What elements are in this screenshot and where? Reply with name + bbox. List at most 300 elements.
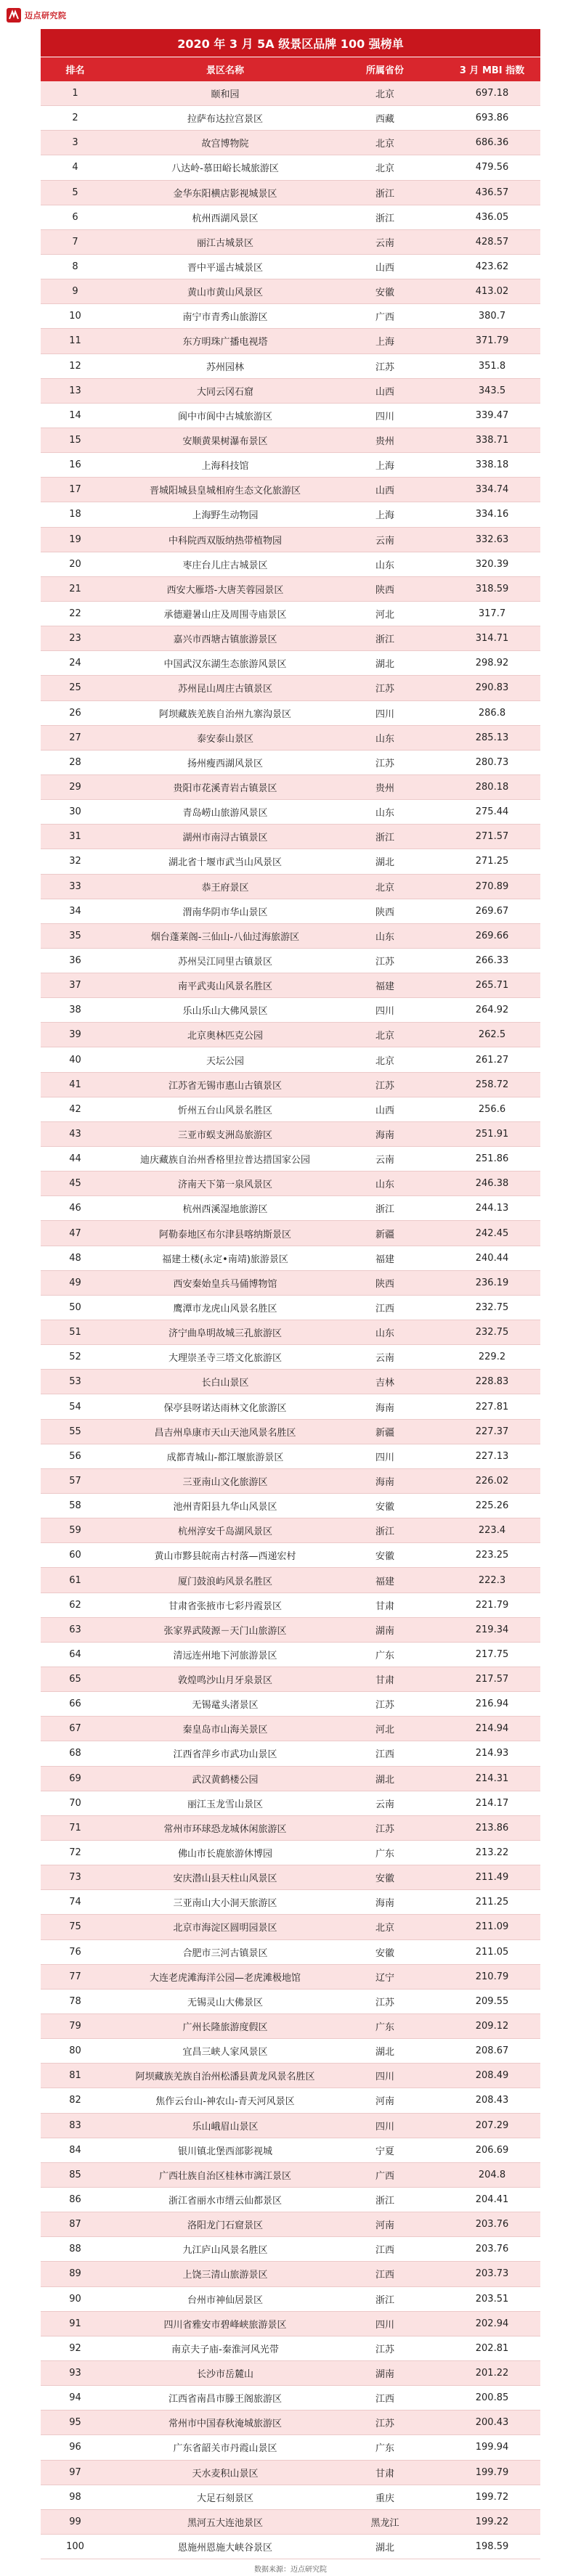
- cell-rank: 21: [69, 583, 81, 594]
- cell-mbi: 258.72: [475, 1079, 509, 1090]
- cell-province: 江苏: [375, 1700, 394, 1712]
- cell-name: 忻州五台山风景名胜区: [177, 1105, 272, 1116]
- cell-mbi: 262.5: [478, 1029, 506, 1041]
- cell-rank: 90: [69, 2293, 81, 2305]
- cell-mbi: 199.72: [475, 2491, 509, 2503]
- cell-rank: 99: [69, 2516, 81, 2527]
- cell-mbi: 211.25: [475, 1897, 509, 1908]
- cell-name: 阿坝藏族羌族自治州九寨沟景区: [158, 708, 291, 720]
- cell-mbi: 265.71: [475, 980, 509, 991]
- logo-icon: [6, 7, 22, 23]
- cell-province: 海南: [375, 1476, 394, 1488]
- cell-province: 江苏: [375, 2344, 394, 2355]
- table-row: [41, 478, 540, 502]
- cell-name: 金华东阳横店影视城景区: [173, 188, 277, 200]
- table-row: [41, 1172, 540, 1196]
- cell-rank: 93: [69, 2368, 81, 2379]
- cell-rank: 2: [72, 113, 78, 124]
- cell-name: 上饶三清山旅游景区: [182, 2270, 268, 2281]
- cell-name: 黄山市黄山风景区: [187, 287, 263, 299]
- cell-province: 北京: [375, 163, 394, 175]
- cell-mbi: 223.4: [478, 1525, 506, 1537]
- cell-name: 上海科技馆: [201, 461, 249, 473]
- cell-mbi: 217.75: [475, 1648, 509, 1660]
- cell-name: 黄山市黟县皖南古村落—西递宏村: [154, 1551, 296, 1563]
- cell-rank: 23: [69, 633, 81, 645]
- table-row: [41, 502, 540, 527]
- cell-rank: 87: [69, 2219, 81, 2231]
- table-row: [41, 1196, 540, 1221]
- table-row: [41, 973, 540, 998]
- table-row: [41, 676, 540, 700]
- table-row: [41, 81, 540, 106]
- cell-mbi: 214.94: [475, 1723, 509, 1735]
- cell-name: 江苏省无锡市惠山古镇景区: [168, 1080, 282, 1092]
- cell-province: 江西: [375, 1303, 394, 1314]
- cell-rank: 52: [69, 1352, 81, 1363]
- cell-mbi: 225.26: [475, 1500, 509, 1512]
- page-title: 2020 年 3 月 5A 级景区品牌 100 强榜单: [41, 29, 540, 57]
- table-row: [41, 2163, 540, 2188]
- table-row: [41, 726, 540, 751]
- cell-mbi: 203.76: [475, 2219, 509, 2231]
- cell-rank: 61: [69, 1574, 81, 1586]
- cell-province: 广东: [375, 1849, 394, 1860]
- table-row: [41, 2361, 540, 2386]
- cell-mbi: 269.66: [475, 930, 509, 941]
- cell-mbi: 256.6: [478, 1103, 506, 1115]
- cell-name: 常州市中国春秋淹城旅游区: [168, 2418, 282, 2430]
- cell-mbi: 219.34: [475, 1624, 509, 1635]
- cell-province: 湖南: [375, 1625, 394, 1637]
- cell-rank: 43: [69, 1128, 81, 1140]
- table-row: [41, 2064, 540, 2088]
- cell-name: 贵阳市花溪青岩古镇景区: [173, 783, 277, 794]
- cell-rank: 73: [69, 1872, 81, 1884]
- cell-rank: 55: [69, 1426, 81, 1437]
- header-name: 景区名称: [206, 65, 244, 76]
- table-row: [41, 1518, 540, 1543]
- cell-province: 江西: [375, 2394, 394, 2405]
- table-row: [41, 2088, 540, 2113]
- cell-name: 广东省韶关市丹霞山景区: [173, 2443, 277, 2455]
- cell-mbi: 286.8: [478, 707, 506, 719]
- cell-province: 湖北: [375, 2542, 394, 2553]
- table-row: [41, 1667, 540, 1692]
- cell-rank: 30: [69, 806, 81, 818]
- cell-province: 江西: [375, 2270, 394, 2281]
- table-row: [41, 155, 540, 180]
- cell-province: 江西: [375, 2245, 394, 2257]
- cell-mbi: 380.7: [478, 311, 506, 322]
- cell-rank: 72: [69, 1847, 81, 1859]
- cell-mbi: 280.73: [475, 756, 509, 768]
- cell-mbi: 211.49: [475, 1872, 509, 1884]
- cell-mbi: 206.69: [475, 2144, 509, 2156]
- cell-province: 北京: [375, 1923, 394, 1934]
- cell-province: 四川: [375, 1452, 394, 1463]
- cell-name: 乐山乐山大佛风景区: [182, 1006, 268, 1018]
- cell-name: 晋城阳城县皇城相府生态文化旅游区: [149, 486, 301, 497]
- cell-province: 四川: [375, 2072, 394, 2083]
- cell-name: 宜昌三峡人家风景区: [182, 2047, 268, 2058]
- cell-province: 贵州: [375, 783, 394, 794]
- cell-name: 银川镇北堡西部影视城: [177, 2146, 272, 2157]
- cell-mbi: 227.81: [475, 1401, 509, 1412]
- cell-name: 九江庐山风景名胜区: [182, 2245, 268, 2257]
- table-row: [41, 205, 540, 230]
- cell-rank: 31: [69, 831, 81, 843]
- cell-mbi: 217.57: [475, 1674, 509, 1685]
- cell-province: 四川: [375, 708, 394, 720]
- cell-province: 甘肃: [375, 1600, 394, 1612]
- cell-name: 大理崇圣寺三塔文化旅游区: [168, 1353, 282, 1365]
- cell-rank: 18: [69, 509, 81, 520]
- cell-rank: 76: [69, 1946, 81, 1958]
- table-row: [41, 1767, 540, 1791]
- cell-rank: 36: [69, 954, 81, 966]
- table-row: [41, 2535, 540, 2559]
- table-row: [41, 775, 540, 800]
- cell-province: 北京: [375, 89, 394, 101]
- cell-name: 济南天下第一泉风景区: [177, 1179, 272, 1191]
- header-rank: 排名: [65, 65, 85, 76]
- cell-rank: 24: [69, 658, 81, 669]
- cell-name: 武汉黄鹤楼公园: [192, 1774, 259, 1786]
- cell-rank: 32: [69, 856, 81, 867]
- data-source-note: 数据来源：迈点研究院: [254, 2565, 327, 2574]
- cell-name: 中科院西双版纳热带植物园: [168, 535, 282, 547]
- table-row: [41, 1791, 540, 1816]
- cell-mbi: 198.59: [475, 2540, 509, 2552]
- cell-mbi: 213.86: [475, 1822, 509, 1833]
- table-row: [41, 2461, 540, 2485]
- cell-rank: 33: [69, 880, 81, 892]
- table-row: [41, 1345, 540, 1370]
- cell-rank: 69: [69, 1772, 81, 1784]
- table-row: [41, 1370, 540, 1394]
- cell-rank: 28: [69, 756, 81, 768]
- header-province: 所属省份: [365, 65, 404, 76]
- cell-rank: 66: [69, 1698, 81, 1710]
- table-row: [41, 1940, 540, 1965]
- table-row: [41, 1320, 540, 1345]
- cell-rank: 16: [69, 459, 81, 471]
- cell-rank: 42: [69, 1103, 81, 1115]
- cell-province: 海南: [375, 1898, 394, 1910]
- cell-province: 云南: [375, 1155, 394, 1166]
- cell-province: 辽宁: [375, 1972, 394, 1984]
- cell-name: 苏州园林: [206, 361, 244, 373]
- cell-province: 新疆: [375, 1427, 394, 1439]
- cell-province: 江苏: [375, 758, 394, 769]
- table-row: [41, 924, 540, 949]
- cell-mbi: 236.19: [475, 1277, 509, 1288]
- table-row: [41, 875, 540, 899]
- cell-province: 湖北: [375, 659, 394, 671]
- cell-name: 烟台蓬莱阁-三仙山-八仙过海旅游区: [150, 931, 300, 943]
- cell-province: 上海: [375, 461, 394, 473]
- cell-province: 江苏: [375, 2418, 394, 2430]
- cell-rank: 71: [69, 1822, 81, 1833]
- cell-province: 山西: [375, 263, 394, 274]
- cell-province: 广东: [375, 2022, 394, 2034]
- table-row: [41, 1271, 540, 1296]
- cell-province: 陕西: [375, 907, 394, 918]
- cell-name: 佛山市长鹿旅游休博园: [177, 1849, 272, 1860]
- table-row: [41, 1296, 540, 1320]
- cell-province: 山东: [375, 1179, 394, 1191]
- table-row: [41, 2212, 540, 2237]
- cell-rank: 25: [69, 682, 81, 694]
- cell-province: 浙江: [375, 2196, 394, 2207]
- cell-mbi: 338.71: [475, 435, 509, 446]
- cell-name: 三亚市蜈支洲岛旅游区: [177, 1129, 272, 1141]
- cell-mbi: 203.76: [475, 2244, 509, 2255]
- cell-rank: 14: [69, 409, 81, 421]
- cell-name: 八达岭-慕田峪长城旅游区: [171, 163, 279, 175]
- cell-mbi: 209.12: [475, 2021, 509, 2032]
- cell-province: 湖北: [375, 2047, 394, 2058]
- cell-rank: 85: [69, 2169, 81, 2180]
- cell-province: 浙江: [375, 213, 394, 224]
- cell-name: 广州长隆旅游度假区: [182, 2022, 268, 2034]
- cell-province: 云南: [375, 1353, 394, 1365]
- table-row: [41, 106, 540, 131]
- table-row: [41, 2138, 540, 2163]
- header-mbi: 3 月 MBI 指数: [459, 65, 525, 76]
- table-row: [41, 602, 540, 626]
- cell-rank: 65: [69, 1674, 81, 1685]
- cell-province: 山东: [375, 808, 394, 819]
- cell-mbi: 271.25: [475, 856, 509, 867]
- cell-mbi: 229.2: [478, 1352, 506, 1363]
- table-row: [41, 1047, 540, 1072]
- cell-mbi: 211.05: [475, 1946, 509, 1958]
- table-row: [41, 577, 540, 602]
- cell-rank: 70: [69, 1797, 81, 1809]
- cell-name: 西安大雁塔-大唐芙蓉园景区: [166, 584, 284, 596]
- table-row: [41, 1420, 540, 1444]
- cell-province: 宁夏: [375, 2146, 394, 2157]
- cell-name: 杭州西湖风景区: [192, 213, 259, 224]
- table-row: [41, 1469, 540, 1494]
- cell-province: 新疆: [375, 1229, 394, 1240]
- cell-mbi: 204.8: [478, 2169, 506, 2180]
- cell-name: 昌吉州阜康市天山天池风景名胜区: [154, 1427, 296, 1439]
- cell-mbi: 208.49: [475, 2070, 509, 2082]
- cell-rank: 86: [69, 2194, 81, 2206]
- cell-province: 广西: [375, 2170, 394, 2182]
- table-row: [41, 404, 540, 428]
- cell-name: 甘肃省张掖市七彩丹霞景区: [168, 1600, 282, 1612]
- cell-mbi: 338.18: [475, 459, 509, 471]
- cell-rank: 95: [69, 2417, 81, 2429]
- cell-province: 云南: [375, 1799, 394, 1810]
- cell-name: 恭王府景区: [201, 882, 249, 894]
- cell-rank: 62: [69, 1599, 81, 1611]
- cell-name: 杭州西溪湿地旅游区: [182, 1204, 268, 1216]
- cell-rank: 26: [69, 707, 81, 719]
- cell-rank: 81: [69, 2070, 81, 2082]
- table-row: [41, 1097, 540, 1122]
- table-row: [41, 1494, 540, 1518]
- cell-rank: 82: [69, 2095, 81, 2106]
- cell-province: 安徽: [375, 1551, 394, 1563]
- cell-rank: 47: [69, 1227, 81, 1239]
- cell-province: 江苏: [375, 956, 394, 968]
- cell-mbi: 226.02: [475, 1475, 509, 1487]
- cell-mbi: 271.57: [475, 831, 509, 843]
- cell-mbi: 317.7: [478, 608, 506, 620]
- cell-mbi: 290.83: [475, 682, 509, 694]
- table-row: [41, 651, 540, 676]
- cell-mbi: 201.22: [475, 2368, 509, 2379]
- cell-mbi: 413.02: [475, 286, 509, 298]
- cell-rank: 29: [69, 782, 81, 793]
- cell-province: 北京: [375, 882, 394, 894]
- cell-name: 安顺黄果树瀑布景区: [182, 436, 268, 448]
- cell-name: 台州市神仙居景区: [187, 2294, 263, 2306]
- cell-name: 东方明珠广播电视塔: [182, 337, 268, 348]
- table-row: [41, 2287, 540, 2312]
- cell-name: 恩施州恩施大峡谷景区: [177, 2542, 272, 2553]
- cell-name: 承德避暑山庄及周围寺庙景区: [163, 610, 287, 621]
- cell-rank: 77: [69, 1971, 81, 1982]
- table-row: [41, 2039, 540, 2064]
- cell-province: 甘肃: [375, 2468, 394, 2479]
- cell-name: 湖北省十堰市武当山风景区: [168, 857, 282, 869]
- cell-rank: 80: [69, 2045, 81, 2057]
- cell-province: 山西: [375, 1105, 394, 1116]
- cell-province: 甘肃: [375, 1675, 394, 1687]
- cell-province: 安徽: [375, 1947, 394, 1959]
- cell-rank: 7: [72, 236, 78, 248]
- cell-name: 渭南华阴市华山景区: [182, 907, 268, 918]
- table-row: [41, 949, 540, 973]
- cell-rank: 22: [69, 608, 81, 620]
- cell-rank: 58: [69, 1500, 81, 1512]
- cell-rank: 67: [69, 1723, 81, 1735]
- cell-name: 拉萨布达拉宫景区: [187, 114, 263, 126]
- cell-province: 广东: [375, 1650, 394, 1661]
- cell-mbi: 280.18: [475, 782, 509, 793]
- cell-name: 洛阳龙门石窟景区: [187, 2220, 263, 2232]
- cell-province: 北京: [375, 1031, 394, 1042]
- cell-province: 江苏: [375, 1080, 394, 1092]
- cell-name: 北京奥林匹克公园: [187, 1031, 263, 1042]
- cell-name: 黑河五大连池景区: [187, 2517, 263, 2529]
- table-row: [41, 2188, 540, 2212]
- table-row: [41, 1816, 540, 1841]
- cell-mbi: 232.75: [475, 1327, 509, 1338]
- cell-mbi: 199.79: [475, 2466, 509, 2478]
- cell-mbi: 202.94: [475, 2318, 509, 2329]
- cell-name: 焦作云台山-神农山-青天河风景区: [155, 2096, 295, 2108]
- cell-mbi: 371.79: [475, 335, 509, 347]
- cell-name: 成都青城山-都江堰旅游景区: [166, 1452, 284, 1463]
- cell-rank: 59: [69, 1525, 81, 1537]
- cell-rank: 4: [72, 162, 78, 173]
- table-row: [41, 230, 540, 255]
- cell-rank: 1: [72, 88, 78, 99]
- cell-name: 广西壮族自治区桂林市漓江景区: [158, 2170, 291, 2182]
- cell-province: 陕西: [375, 1278, 394, 1290]
- cell-mbi: 240.44: [475, 1252, 509, 1264]
- cell-province: 浙江: [375, 634, 394, 646]
- cell-province: 四川: [375, 1006, 394, 1018]
- table-row: [41, 304, 540, 329]
- cell-rank: 40: [69, 1054, 81, 1066]
- cell-rank: 49: [69, 1277, 81, 1288]
- cell-mbi: 211.09: [475, 1921, 509, 1933]
- cell-mbi: 204.41: [475, 2194, 509, 2206]
- cell-province: 江苏: [375, 684, 394, 695]
- cell-province: 山东: [375, 560, 394, 571]
- table-row: [41, 1965, 540, 1990]
- cell-rank: 75: [69, 1921, 81, 1933]
- cell-mbi: 423.62: [475, 261, 509, 273]
- cell-mbi: 686.36: [475, 137, 509, 149]
- cell-name: 西安秦始皇兵马俑博物馆: [173, 1278, 277, 1290]
- table-row: [41, 528, 540, 552]
- cell-name: 阿坝藏族羌族自治州松潘县黄龙风景名胜区: [135, 2072, 315, 2083]
- cell-province: 四川: [375, 2121, 394, 2133]
- cell-mbi: 479.56: [475, 162, 509, 173]
- table-row: [41, 1990, 540, 2014]
- cell-mbi: 208.67: [475, 2045, 509, 2057]
- cell-name: 张家界武陵源－天门山旅游区: [163, 1625, 287, 1637]
- table-row: [41, 1717, 540, 1741]
- cell-mbi: 343.5: [478, 385, 506, 396]
- cell-province: 浙江: [375, 2294, 394, 2306]
- cell-rank: 17: [69, 484, 81, 496]
- cell-name: 长白山景区: [201, 1378, 249, 1389]
- table-header: [41, 57, 540, 81]
- cell-rank: 94: [69, 2392, 81, 2404]
- cell-mbi: 200.43: [475, 2417, 509, 2429]
- cell-province: 贵州: [375, 436, 394, 448]
- cell-mbi: 436.57: [475, 187, 509, 198]
- table-row: [41, 2237, 540, 2262]
- cell-mbi: 214.31: [475, 1772, 509, 1784]
- cell-mbi: 693.86: [475, 113, 509, 124]
- cell-rank: 9: [72, 286, 78, 298]
- cell-province: 陕西: [375, 584, 394, 596]
- cell-province: 浙江: [375, 1526, 394, 1538]
- cell-rank: 20: [69, 558, 81, 570]
- cell-rank: 88: [69, 2244, 81, 2255]
- cell-rank: 53: [69, 1376, 81, 1388]
- cell-province: 海南: [375, 1402, 394, 1414]
- cell-mbi: 203.73: [475, 2268, 509, 2280]
- cell-name: 丽江古城景区: [196, 237, 253, 249]
- cell-rank: 64: [69, 1648, 81, 1660]
- cell-rank: 60: [69, 1550, 81, 1561]
- cell-mbi: 214.93: [475, 1748, 509, 1759]
- table-row: [41, 1618, 540, 1643]
- cell-mbi: 298.92: [475, 658, 509, 669]
- cell-mbi: 221.79: [475, 1599, 509, 1611]
- cell-mbi: 270.89: [475, 880, 509, 892]
- cell-rank: 48: [69, 1252, 81, 1264]
- table-row: [41, 2114, 540, 2138]
- cell-name: 杭州淳安千岛湖风景区: [177, 1526, 272, 1538]
- cell-rank: 92: [69, 2342, 81, 2354]
- cell-name: 阆中市阆中古城旅游区: [177, 411, 272, 422]
- cell-mbi: 266.33: [475, 954, 509, 966]
- cell-province: 安徽: [375, 287, 394, 299]
